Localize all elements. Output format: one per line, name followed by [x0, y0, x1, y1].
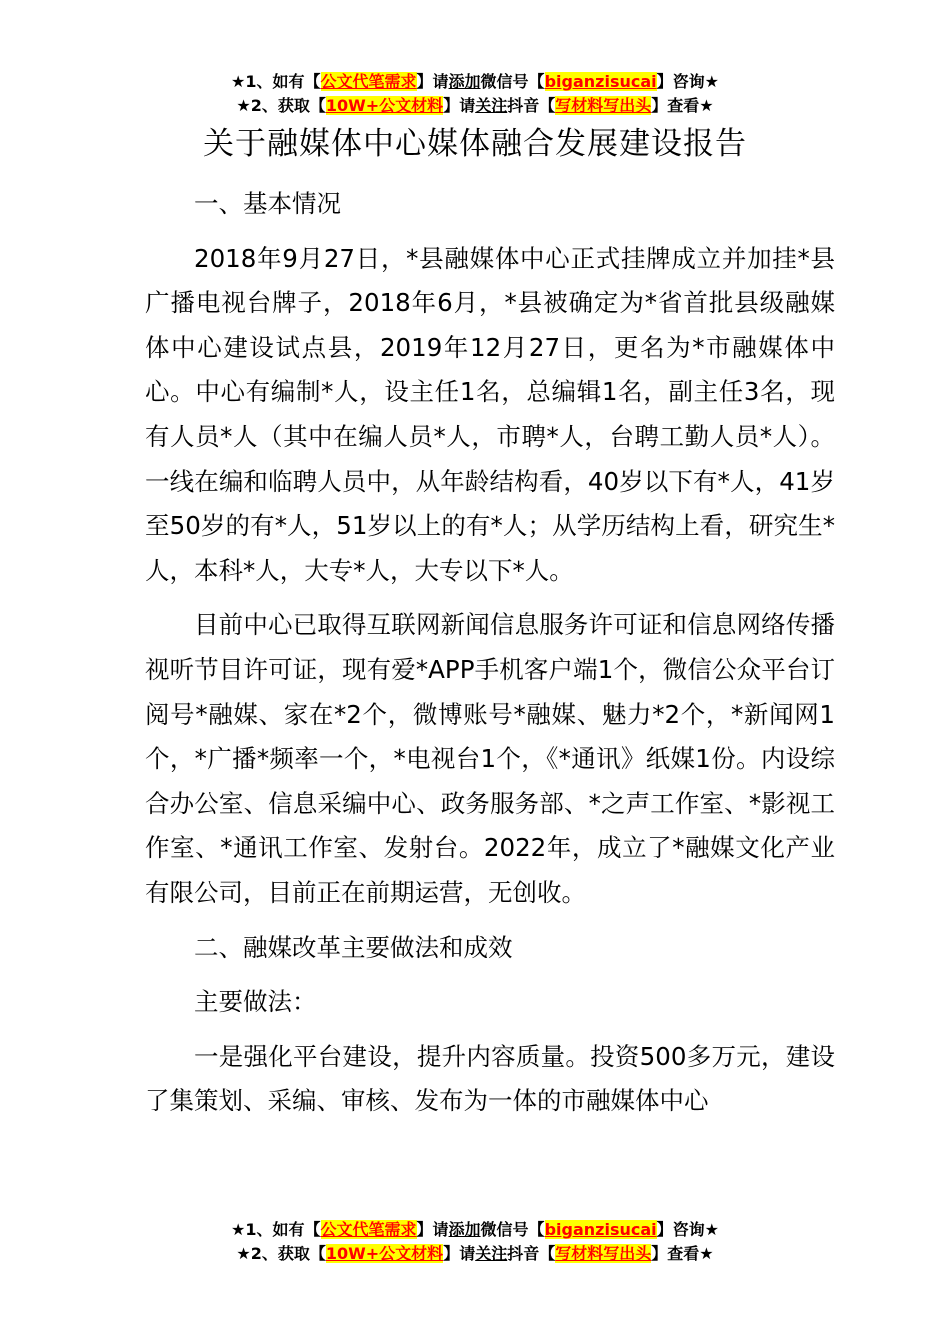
paragraph: 2018年9月27日，*县融媒体中心正式挂牌成立并加挂*县广播电视台牌子，2018年6月，*县被确定为*省首批县级融媒体中心建设试点县，2019年12月27日，更名为*市融媒体中心。中心有编制*人，设主任1名，总编辑1名，副主任3名，现有人员*人（其中在编人员*人，市聘*人，台聘工勤人员*人）。一线在编和临聘人员中，从年龄结构看，40岁以下有*人，41岁至50岁的有*人，51岁以上的有*人；从学历结构上看，研究生*人，本科*人，大专*人，大专以下*人。: [145, 243, 835, 585]
promo-text: 】查看★: [651, 96, 714, 115]
promo-underline: 关注: [475, 96, 508, 115]
promo-text: ★2、获取【: [236, 96, 326, 115]
spacer: [145, 970, 835, 980]
promo-text: 】咨询★: [656, 72, 719, 91]
promo-highlight: 公文代笔需求: [320, 1220, 417, 1239]
promo-banner-top: [0, 70, 950, 118]
section-heading-reform: 二、融媒改革主要做法和成效: [194, 932, 513, 962]
promo-wechat-id: biganzisucai: [544, 1220, 657, 1239]
spacer: [145, 1025, 835, 1035]
promo-text: 抖音【: [507, 1244, 556, 1263]
promo-highlight: 10W+公文材料: [325, 1244, 444, 1263]
promo-underline: 添加: [448, 72, 481, 91]
promo-text: 】请: [416, 72, 449, 91]
spacer: [145, 227, 835, 237]
promo-text: 】查看★: [651, 1244, 714, 1263]
promo-text: ★1、如有【: [231, 1220, 321, 1239]
promo-highlight: 公文代笔需求: [320, 72, 417, 91]
promo-text: 微信号【: [480, 1220, 545, 1239]
promo-highlight: 10W+公文材料: [325, 96, 444, 115]
promo-text: 】请: [443, 96, 476, 115]
promo-banner-bottom: [0, 1218, 950, 1266]
paragraph: 目前中心已取得互联网新闻信息服务许可证和信息网络传播视听节目许可证，现有爱*APP手机客户端1个，微信公众平台订阅号*融媒、家在*2个，微博账号*融媒、魅力*2个，*新闻网1个，*广播*频率一个，*电视台1个，《*通讯》纸媒1份。内设综合办公室、信息采编中心、政务服务部、*之声工作室、*影视工作室、*通讯工作室、发射台。2022年，成立了*融媒文化产业有限公司，目前正在前期运营，无创收。: [145, 610, 835, 907]
promo-text: 微信号【: [480, 72, 545, 91]
promo-text: 】请: [443, 1244, 476, 1263]
spacer: [145, 916, 835, 926]
document-body: [145, 182, 835, 1124]
document-title: 关于融媒体中心媒体融合发展建设报告: [203, 126, 747, 162]
promo-wechat-id: biganzisucai: [544, 72, 657, 91]
promo-underline: 添加: [448, 1220, 481, 1239]
promo-douyin-id: 写材料写出头: [555, 96, 652, 115]
promo-line-1: [0, 1218, 950, 1242]
promo-line-2: [0, 1242, 950, 1266]
promo-text: 】请: [416, 1220, 449, 1239]
promo-text: ★1、如有【: [231, 72, 321, 91]
promo-text: 抖音【: [507, 96, 556, 115]
sub-heading: 主要做法：: [194, 987, 317, 1017]
promo-underline: 关注: [475, 1244, 508, 1263]
promo-line-2: [0, 94, 950, 118]
promo-text: ★2、获取【: [236, 1244, 326, 1263]
paragraph: 一是强化平台建设，提升内容质量。投资500多万元，建设了集策划、采编、审核、发布为一体的市融媒体中心: [145, 1041, 835, 1116]
spacer: [145, 593, 835, 603]
section-heading-basic-info: 一、基本情况: [194, 189, 341, 218]
promo-text: 】咨询★: [656, 1220, 719, 1239]
promo-line-1: [0, 70, 950, 94]
promo-douyin-id: 写材料写出头: [555, 1244, 652, 1263]
